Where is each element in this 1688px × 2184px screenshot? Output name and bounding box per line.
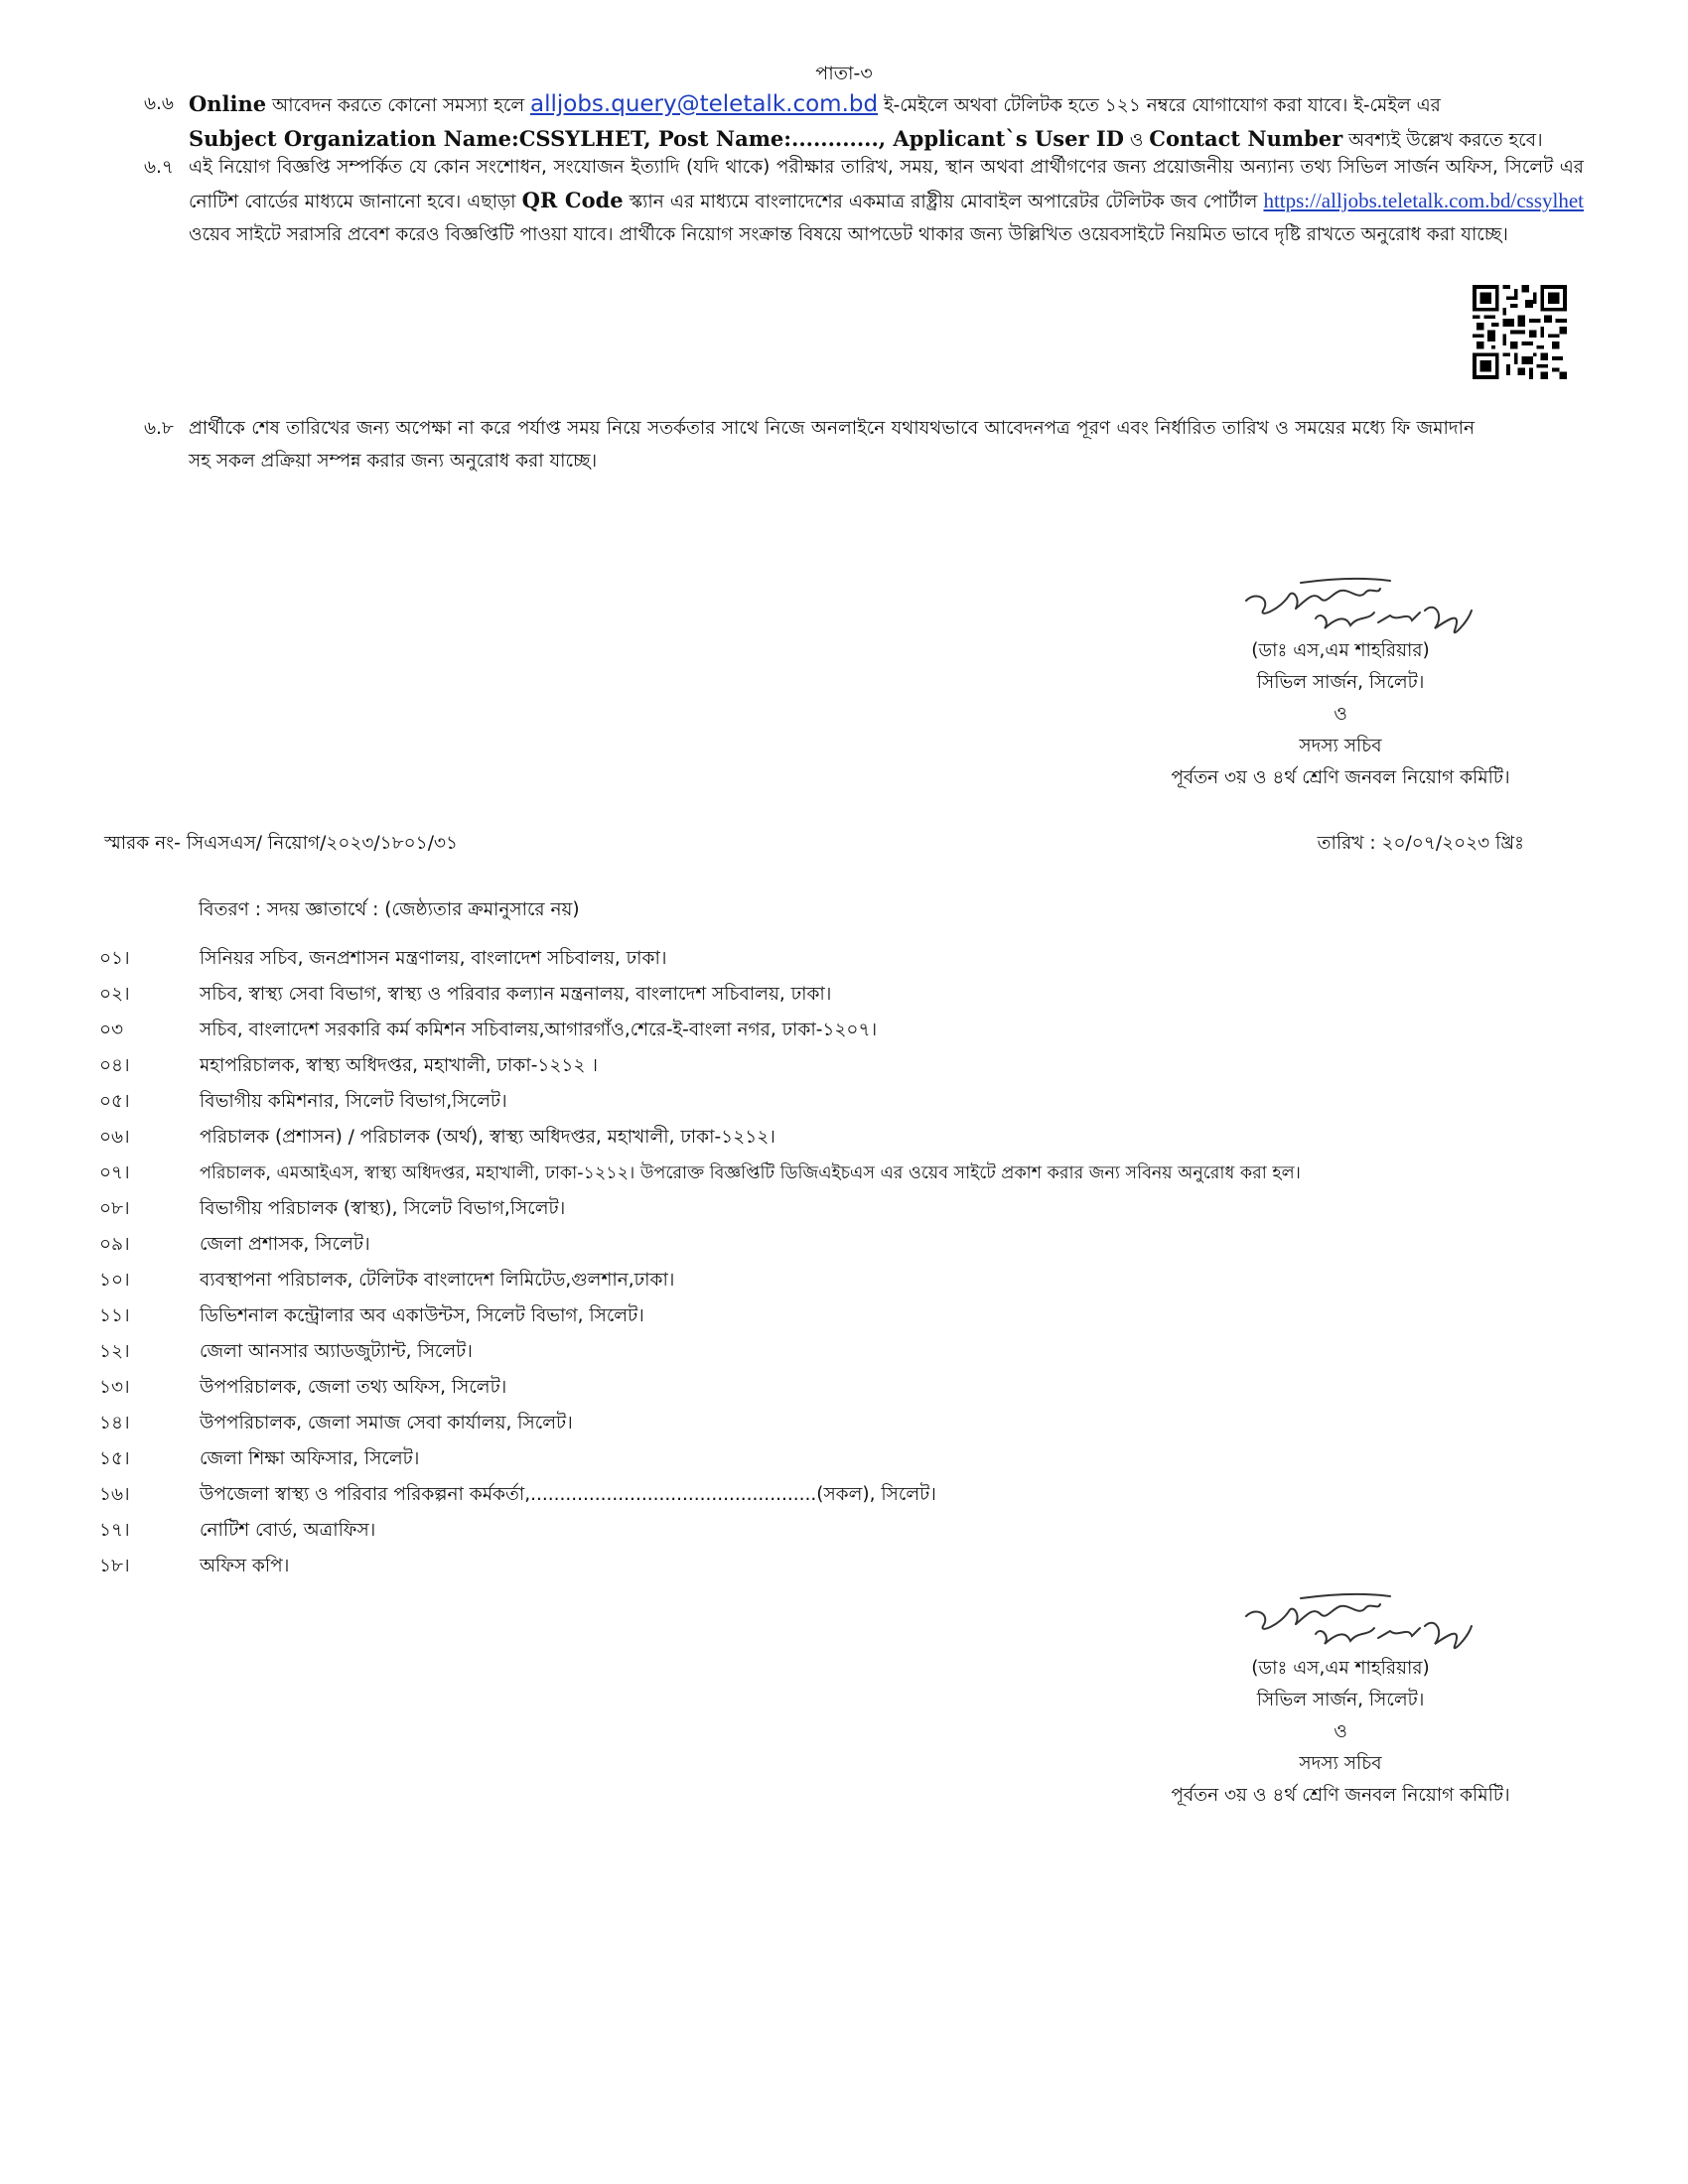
qr-code-label: QR Code xyxy=(521,188,624,212)
list-item xyxy=(99,1406,1589,1441)
distribution-list xyxy=(99,941,1589,1584)
item-number: ১৮। xyxy=(99,1556,130,1576)
item-number: ০৮। xyxy=(99,1198,130,1219)
signatory-name: (ডাঃ এস,এম শাহরিয়ার) xyxy=(1251,1658,1430,1679)
item-number: ১৩। xyxy=(99,1377,130,1398)
item-text: নোটিশ বোর্ড, অত্রাফিস। xyxy=(200,1520,376,1541)
section-number: ৬.৬ xyxy=(144,93,174,114)
item-text: বিভাগীয় পরিচালক (স্বাস্থ্য), সিলেট বিভাগ,সিলেট। xyxy=(200,1198,566,1219)
item-text: পরিচালক, এমআইএস, স্বাস্থ্য অধিদপ্তর, মহাখালী, ঢাকা-১২১২। উপরোক্ত বিজ্ঞপ্তিটি ডিজিএইচএস এর ওয়েব সাইটে প্রকাশ করার জন্য সবিনয় অনুরোধ করা হল। xyxy=(200,1163,1301,1183)
list-item xyxy=(99,1191,1589,1227)
item-number: ০৩ xyxy=(99,1020,124,1040)
section-6-8 xyxy=(144,412,1475,478)
section-number: ৬.৭ xyxy=(144,157,174,178)
list-item xyxy=(99,1048,1589,1084)
item-number: ১২। xyxy=(99,1341,130,1362)
list-item xyxy=(99,1441,1589,1477)
distribution-heading: বিতরণ : সদয় জ্ঞাতার্থে : (জেষ্ঠ্যতার ক্রমানুসারে নয়) xyxy=(199,899,580,920)
item-number: ১৪। xyxy=(99,1413,130,1433)
memo-date: তারিখ : ২০/০৭/২০২৩ খ্রিঃ xyxy=(1317,833,1524,854)
section-6-7 xyxy=(144,151,1584,251)
item-number: ০৬। xyxy=(99,1127,130,1148)
section-text: আবেদন করতে কোনো সমস্যা হলে xyxy=(266,95,530,116)
item-text: জেলা আনসার অ্যাডজুট্যান্ট, সিলেট। xyxy=(200,1341,473,1362)
section-text: এই নিয়োগ বিজ্ঞপ্তি সম্পর্কিত যে কোন সংশোধন, সংযোজন ইত্যাদি (যদি থাকে) পরীক্ষার তারিখ, সময়, স্থান অথবা প্রার্থীগণের জন্য প্রয়োজনীয় অন্যান্য তথ্য সিভিল সার্জন অফিস, সিলেট এর নোটিশ বোর্ডের মাধ্যমে জানানো হবে। এছাড়া xyxy=(189,157,1584,212)
list-item xyxy=(99,1227,1589,1263)
item-text: ব্যবস্থাপনা পরিচালক, টেলিটক বাংলাদেশ লিমিটেড,গুলশান,ঢাকা। xyxy=(200,1270,675,1291)
qr-code-icon xyxy=(1473,285,1567,379)
item-text: সচিব, বাংলাদেশ সরকারি কর্ম কমিশন সচিবালয়,আগারগাঁও,শেরে-ই-বাংলা নগর, ঢাকা-১২০৭। xyxy=(200,1020,878,1040)
item-text: পরিচালক (প্রশাসন) / পরিচালক (অর্থ), স্বাস্থ্য অধিদপ্তর, মহাখালী, ঢাকা-১২১২। xyxy=(200,1127,775,1148)
item-number: ০৭। xyxy=(99,1162,130,1183)
section-number: ৬.৮ xyxy=(144,418,174,439)
item-text: বিভাগীয় কমিশনার, সিলেট বিভাগ,সিলেট। xyxy=(200,1091,507,1112)
email-link[interactable]: alljobs.query@teletalk.com.bd xyxy=(529,91,879,117)
portal-link[interactable]: https://alljobs.teletalk.com.bd/cssylhet xyxy=(1263,189,1584,212)
signatory-role: সদস্য সচিব xyxy=(1299,736,1382,756)
item-text: উপপরিচালক, জেলা সমাজ সেবা কার্যালয়, সিলেট। xyxy=(200,1413,573,1433)
signatory-block xyxy=(1102,635,1579,794)
item-text: মহাপরিচালক, স্বাস্থ্য অধিদপ্তর, মহাখালী, ঢাকা-১২১২ । xyxy=(200,1055,598,1076)
list-item xyxy=(99,1334,1589,1370)
section-text: ই-মেইলে অথবা টেলিটক হতে ১২১ নম্বরে যোগাযোগ করা যাবে। ই-মেইল এর xyxy=(878,95,1441,116)
list-item xyxy=(99,1156,1589,1191)
section-text: ও xyxy=(1123,130,1150,151)
item-number: ০১। xyxy=(99,948,130,969)
online-label: Online xyxy=(189,91,267,116)
signatory-and: ও xyxy=(1334,704,1347,725)
list-item xyxy=(99,1298,1589,1334)
item-text: ডিভিশনাল কন্ট্রোলার অব একাউন্টস, সিলেট বিভাগ, সিলেট। xyxy=(200,1305,644,1326)
item-text: উপপরিচালক, জেলা তথ্য অফিস, সিলেট। xyxy=(200,1377,507,1398)
section-text: স্ক্যান এর মাধ্যমে বাংলাদেশের একমাত্র রাষ্ট্রীয় মোবাইল অপারেটর টেলিটক জব পোর্টাল xyxy=(623,192,1264,212)
section-text: অবশ্যই উল্লেখ করতে হবে। xyxy=(1342,130,1543,151)
item-number: ১১। xyxy=(99,1305,130,1326)
page-number: পাতা-৩ xyxy=(815,63,873,84)
list-item xyxy=(99,1120,1589,1156)
list-item xyxy=(99,1477,1589,1513)
item-number: ১০। xyxy=(99,1270,130,1291)
list-item xyxy=(99,1513,1589,1549)
item-number: ০২। xyxy=(99,984,130,1005)
signatory-name: (ডাঃ এস,এম শাহরিয়ার) xyxy=(1251,640,1430,661)
item-number: ১৭। xyxy=(99,1520,130,1541)
item-text: জেলা প্রশাসক, সিলেট। xyxy=(200,1234,370,1255)
signatory-committee: পূর্বতন ৩য় ও ৪র্থ শ্রেণি জনবল নিয়োগ কমিটি। xyxy=(1171,767,1510,788)
signatory-block xyxy=(1102,1653,1579,1812)
item-text: জেলা শিক্ষা অফিসার, সিলেট। xyxy=(200,1448,420,1469)
subject-format: Subject Organization Name:CSSYLHET, Post Name:............, Applicant`s User ID xyxy=(189,126,1124,151)
item-number: ১৬। xyxy=(99,1484,130,1505)
signatory-designation: সিভিল সার্জন, সিলেট। xyxy=(1256,1690,1425,1710)
section-text: প্রার্থীকে শেষ তারিখের জন্য অপেক্ষা না করে পর্যাপ্ত সময় নিয়ে সতর্কতার সাথে নিজে অনলাইনে যথাযথভাবে আবেদনপত্র পূরণ এবং নির্ধারিত তারিখ ও সময়ের মধ্যে ফি জমাদান সহ সকল প্রক্রিয়া সম্পন্ন করার জন্য অনুরোধ করা যাচ্ছে। xyxy=(189,418,1475,472)
list-item xyxy=(99,941,1589,977)
signatory-and: ও xyxy=(1334,1721,1347,1742)
contact-number-label: Contact Number xyxy=(1149,126,1343,151)
item-text: সিনিয়র সচিব, জনপ্রশাসন মন্ত্রণালয়, বাংলাদেশ সচিবালয়, ঢাকা। xyxy=(200,948,667,969)
list-item xyxy=(99,1370,1589,1406)
list-item xyxy=(99,1084,1589,1120)
item-text: সচিব, স্বাস্থ্য সেবা বিভাগ, স্বাস্থ্য ও পরিবার কল্যান মন্ত্রনালয়, বাংলাদেশ সচিবালয়, ঢাকা। xyxy=(200,984,832,1005)
item-number: ১৫। xyxy=(99,1448,130,1469)
list-item xyxy=(99,1013,1589,1048)
section-text: ওয়েব সাইটে সরাসরি প্রবেশ করেও বিজ্ঞপ্তিটি পাওয়া যাবে। প্রার্থীকে নিয়োগ সংক্রান্ত বিষয়ে আপডেট থাকার জন্য উল্লিখিত ওয়েবসাইটে নিয়মিত ভাবে দৃষ্টি রাখতে অনুরোধ করা যাচ্ছে। xyxy=(189,224,1508,245)
memo-reference: স্মারক নং- সিএসএস/ নিয়োগ/২০২৩/১৮০১/৩১ xyxy=(104,833,458,854)
item-number: ০৪। xyxy=(99,1055,130,1076)
item-text: অফিস কপি। xyxy=(200,1556,290,1576)
item-number: ০৫। xyxy=(99,1091,130,1112)
section-6-6 xyxy=(144,87,1584,157)
list-item xyxy=(99,977,1589,1013)
signatory-designation: সিভিল সার্জন, সিলেট। xyxy=(1256,672,1425,693)
signatory-role: সদস্য সচিব xyxy=(1299,1753,1382,1774)
item-number: ০৯। xyxy=(99,1234,130,1255)
list-item xyxy=(99,1549,1589,1584)
signatory-committee: পূর্বতন ৩য় ও ৪র্থ শ্রেণি জনবল নিয়োগ কমিটি। xyxy=(1171,1785,1510,1806)
item-text: উপজেলা স্বাস্থ্য ও পরিবার পরিকল্পনা কর্মকর্তা,.................................................(সকল), সিলেট। xyxy=(200,1484,936,1505)
list-item xyxy=(99,1263,1589,1298)
